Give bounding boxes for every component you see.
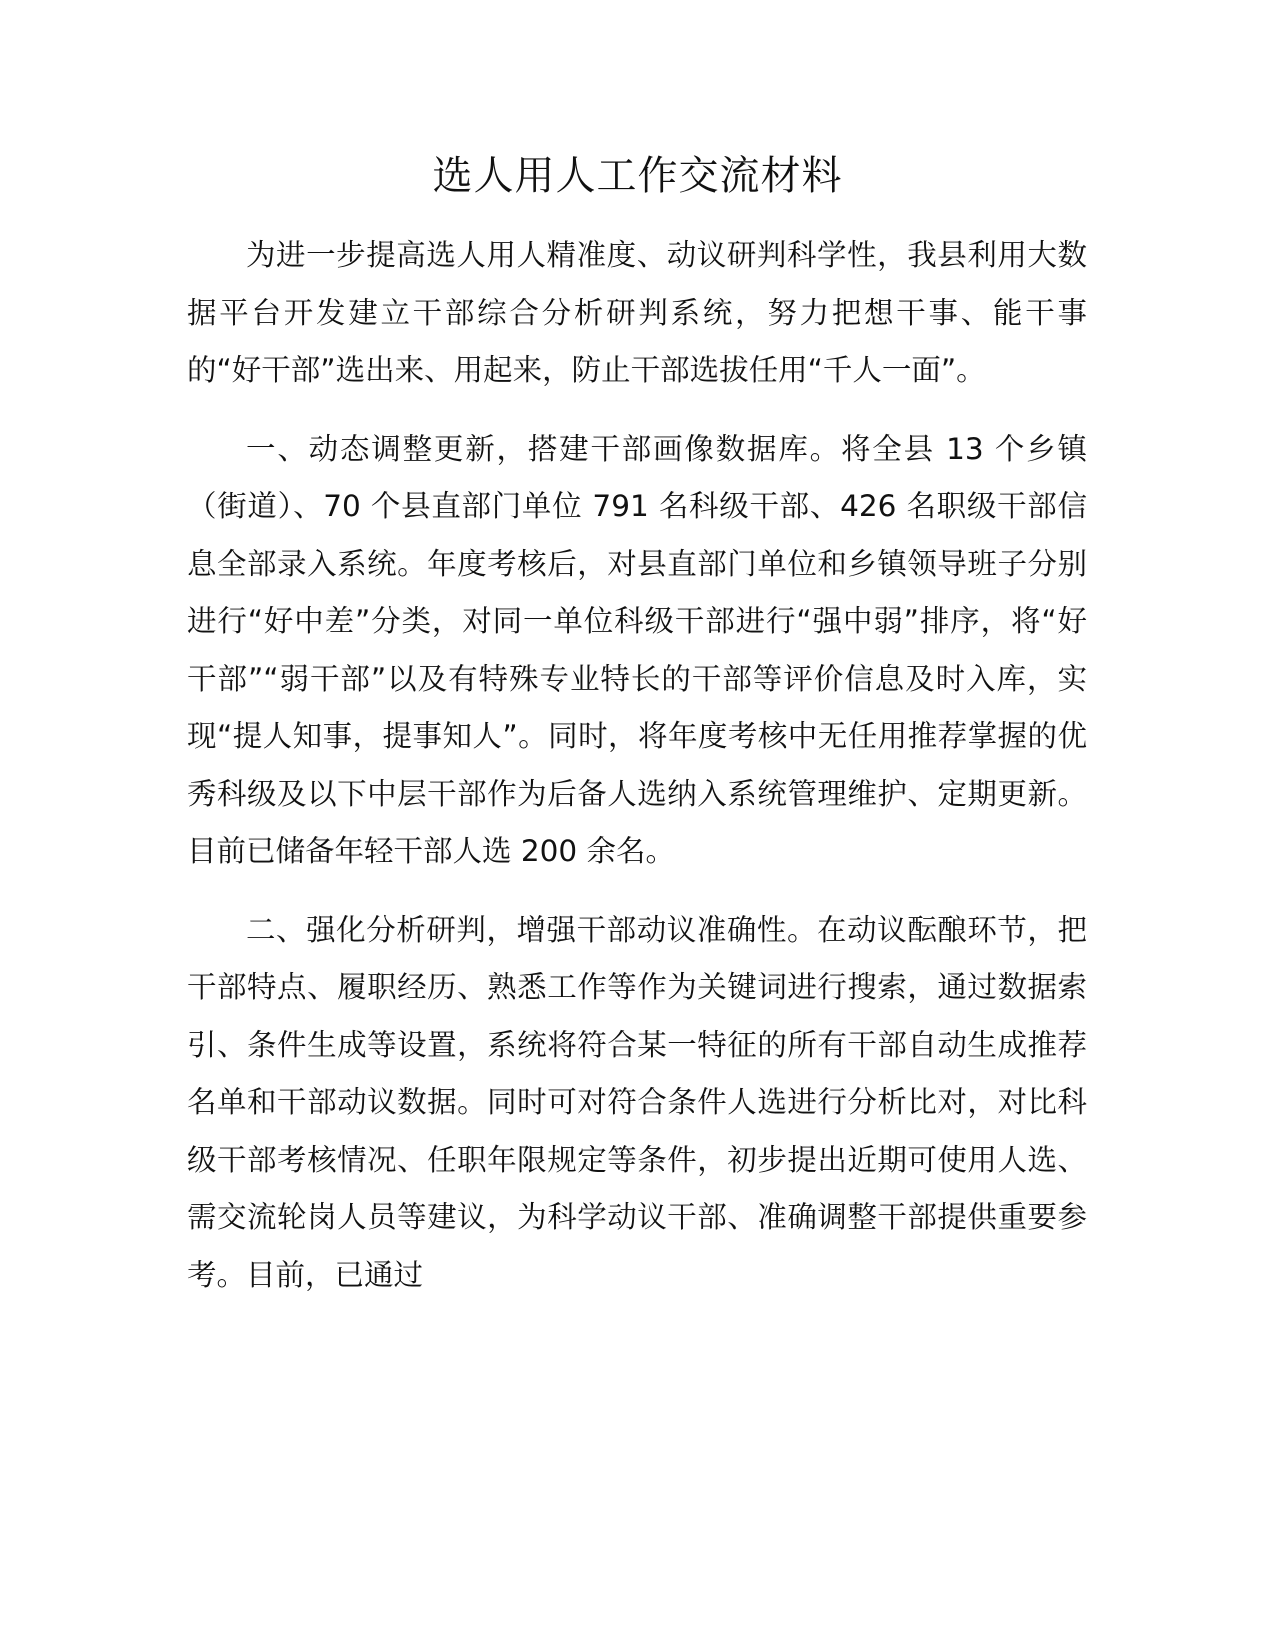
document-title: 选人用人工作交流材料 [432, 153, 843, 199]
paragraph-section-1: 一、动态调整更新，搭建干部画像数据库。将全县 13 个乡镇（街道）、70 个县直部门单位 791 名科级干部、426 名职级干部信息全部录入系统。年度考核后，对县直部门单位和乡镇领导班子分别进行“好中差”分类，对同一单位科级干部进行“强中弱”排序，将“好干部”“弱干部”以及有特殊专业特长的干部等评价信息及时入库，实现“提人知事，提事知人”。同时，将年度考核中无任用推荐掌握的优秀科级及以下中层干部作为后备人选纳入系统管理维护、定期更新。目前已储备年轻干部人选 200 余名。 [187, 431, 1087, 868]
paragraph-intro: 为进一步提高选人用人精准度、动议研判科学性，我县利用大数据平台开发建立干部综合分析研判系统，努力把想干事、能干事的“好干部”选出来、用起来，防止干部选拔任用“千人一面”。 [187, 238, 1087, 387]
document-body [187, 227, 1087, 1325]
paragraph-section-2: 二、强化分析研判，增强干部动议准确性。在动议酝酿环节，把干部特点、履职经历、熟悉工作等作为关键词进行搜索，通过数据索引、条件生成等设置，系统将符合某一特征的所有干部自动生成推荐名单和干部动议数据。同时可对符合条件人选进行分析比对，对比科级干部考核情况、任职年限规定等条件，初步提出近期可使用人选、需交流轮岗人员等建议，为科学动议干部、准确调整干部提供重要参考。目前，已通过 [187, 912, 1087, 1292]
